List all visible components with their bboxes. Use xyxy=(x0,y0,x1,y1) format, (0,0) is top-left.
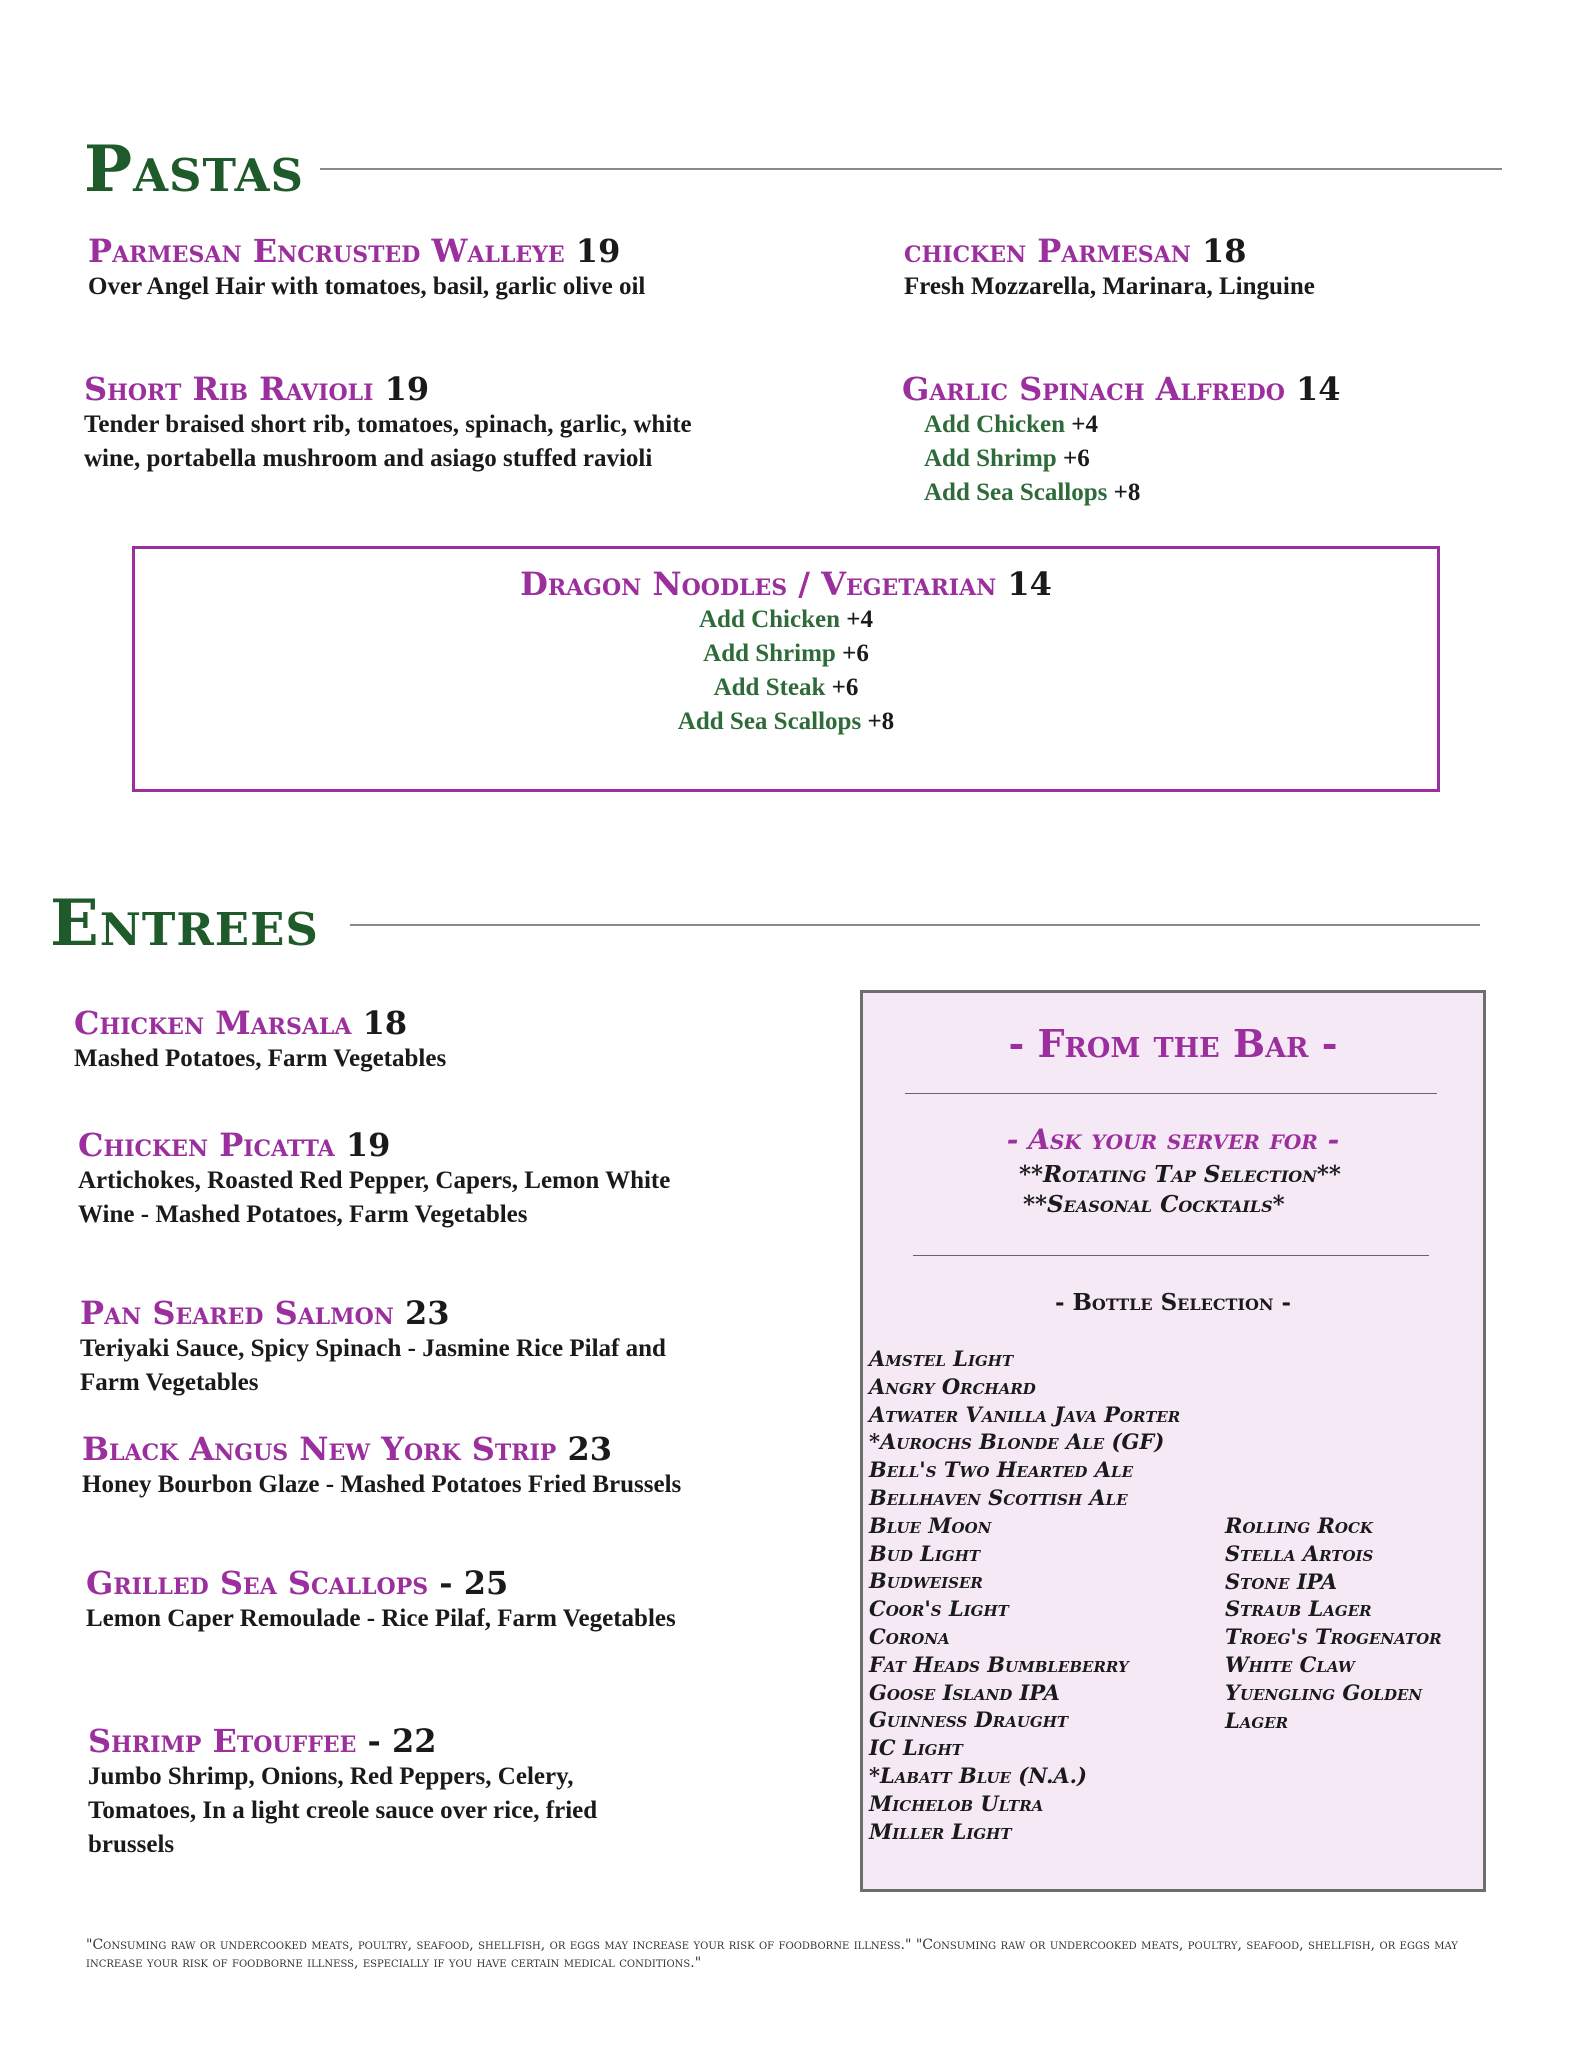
item-name: Chicken Marsala 18 xyxy=(74,1004,408,1042)
bottle-item: Yuengling Golden xyxy=(1225,1679,1423,1705)
bottle-item: Corona xyxy=(869,1623,950,1649)
addon-item: Add Chicken +4 xyxy=(698,606,873,633)
addon-list xyxy=(902,408,1502,510)
pastas-heading-rule xyxy=(320,168,1502,170)
item-description: Artichokes, Roasted Red Pepper, Capers, Lemon White Wine - Mashed Potatoes, Farm Vegetables xyxy=(78,1167,671,1228)
item-name: Shrimp Etouffee - 22 xyxy=(88,1722,437,1760)
addon-item: Add Chicken +4 xyxy=(924,411,1099,438)
bottle-item: *Aurochs Blonde Ale (GF) xyxy=(869,1429,1165,1455)
item-description: Over Angel Hair with tomatoes, basil, garlic olive oil xyxy=(88,273,646,300)
menu-item-ny-strip xyxy=(82,1430,802,1502)
entrees-heading-rule xyxy=(350,924,1480,926)
bottle-item: Guinness Draught xyxy=(869,1707,1069,1733)
bottle-list-col2 xyxy=(1225,1512,1442,1734)
bottle-item: Angry Orchard xyxy=(869,1373,1036,1399)
bottle-item: Michelob Ultra xyxy=(869,1790,1044,1816)
bottle-item: Stella Artois xyxy=(1225,1540,1374,1566)
bottle-item: Troeg's Trogenator xyxy=(1225,1624,1442,1650)
bottle-item: Miller Light xyxy=(869,1818,1012,1844)
bottle-item: Bell's Two Hearted Ale xyxy=(869,1457,1134,1483)
addon-item: Add Shrimp +6 xyxy=(924,445,1090,472)
item-description: Fresh Mozzarella, Marinara, Linguine xyxy=(904,273,1315,300)
item-name: Grilled Sea Scallops - 25 xyxy=(86,1564,509,1602)
item-price: 14 xyxy=(1296,370,1341,408)
rotating-tap-note: **Rotating Tap Selection** xyxy=(1019,1161,1341,1188)
item-price: 23 xyxy=(405,1294,450,1332)
bottle-item: Atwater Vanilla Java Porter xyxy=(869,1401,1181,1427)
addon-item: Add Shrimp +6 xyxy=(703,640,869,667)
bottle-item: White Claw xyxy=(1225,1651,1355,1677)
menu-item-walleye xyxy=(88,232,788,304)
bottle-item: Fat Heads Bumbleberry xyxy=(869,1651,1129,1677)
item-price: 18 xyxy=(1201,232,1247,270)
bottle-item: Lager xyxy=(1225,1707,1289,1733)
bottle-selection-heading: - Bottle Selection - xyxy=(1054,1289,1292,1316)
addon-item: Add Steak +6 xyxy=(713,674,859,701)
item-name: Chicken Picatta 19 xyxy=(78,1126,391,1164)
bottle-item: Stone IPA xyxy=(1225,1568,1338,1594)
item-price: 19 xyxy=(345,1126,391,1164)
foodborne-illness-disclaimer: "Consuming raw or undercooked meats, poultry, seafood, shellfish, or eggs may increase your risk of foodborne illness." "Consuming raw or undercooked meats, poultry, seafood, shellfish, or eggs may increase your risk of foodborne illness, especially if you have certain medical conditions." xyxy=(86,1937,1458,1971)
item-price: 19 xyxy=(384,370,430,408)
seasonal-cocktails-note: **Seasonal Cocktails* xyxy=(1023,1191,1285,1218)
menu-item-shrimp-etouffee xyxy=(88,1722,668,1862)
item-name: Dragon Noodles / Vegetarian 14 xyxy=(520,565,1052,603)
item-description: Lemon Caper Remoulade - Rice Pilaf, Farm Vegetables xyxy=(86,1605,676,1632)
bottle-item: Budweiser xyxy=(869,1568,983,1594)
addon-item: Add Sea Scallops +8 xyxy=(677,708,895,735)
bottle-item: IC Light xyxy=(869,1735,963,1761)
item-name: chicken Parmesan 18 xyxy=(904,232,1247,270)
item-name: Parmesan Encrusted Walleye 19 xyxy=(88,232,621,270)
bottle-item: Rolling Rock xyxy=(1225,1513,1373,1538)
bar-divider-mid xyxy=(913,1255,1429,1256)
item-description: Jumbo Shrimp, Onions, Red Peppers, Celery, Tomatoes, In a light creole sauce over rice, fried brussels xyxy=(88,1763,598,1858)
bottle-item: Bud Light xyxy=(869,1540,981,1566)
featured-dragon-noodles-box xyxy=(132,546,1440,792)
pastas-heading: Pastas xyxy=(84,132,304,207)
menu-item-chicken-parmesan xyxy=(904,232,1504,304)
menu-item-garlic-spinach-alfredo xyxy=(902,370,1502,510)
bottle-item: *Labatt Blue (N.A.) xyxy=(869,1762,1087,1788)
bottle-item: Goose Island IPA xyxy=(869,1679,1060,1705)
item-name: Black Angus New York Strip 23 xyxy=(82,1430,612,1468)
menu-item-short-rib-ravioli xyxy=(84,370,704,476)
bottle-item: Coor's Light xyxy=(869,1596,1009,1622)
item-price: - 25 xyxy=(439,1564,509,1602)
item-description: Honey Bourbon Glaze - Mashed Potatoes Fried Brussels xyxy=(82,1471,682,1498)
from-the-bar-panel xyxy=(860,990,1486,1892)
bar-divider-top xyxy=(905,1093,1437,1094)
item-price: 18 xyxy=(362,1004,408,1042)
item-price: - 22 xyxy=(367,1722,437,1760)
item-price: 14 xyxy=(1007,565,1052,603)
menu-item-chicken-picatta xyxy=(78,1126,678,1232)
item-price: 23 xyxy=(567,1430,612,1468)
item-description: Mashed Potatoes, Farm Vegetables xyxy=(74,1045,447,1072)
item-name: Short Rib Ravioli 19 xyxy=(84,370,430,408)
bottle-item: Blue Moon xyxy=(869,1512,992,1538)
item-price: 19 xyxy=(575,232,621,270)
menu-item-chicken-marsala xyxy=(74,1004,774,1076)
menu-item-grilled-sea-scallops xyxy=(86,1564,806,1636)
entrees-heading: Entrees xyxy=(50,886,319,961)
bottle-item: Straub Lager xyxy=(1225,1596,1372,1622)
menu-item-pan-seared-salmon xyxy=(80,1294,720,1400)
item-description: Tender braised short rib, tomatoes, spinach, garlic, white wine, portabella mushroom and asiago stuffed ravioli xyxy=(84,411,692,472)
item-name: Garlic Spinach Alfredo 14 xyxy=(902,370,1341,408)
addon-item: Add Sea Scallops +8 xyxy=(924,479,1141,506)
bottle-list-col1 xyxy=(869,1345,1180,1845)
item-description: Teriyaki Sauce, Spicy Spinach - Jasmine Rice Pilaf and Farm Vegetables xyxy=(80,1335,666,1396)
featured-item xyxy=(135,565,1437,739)
item-name: Pan Seared Salmon 23 xyxy=(80,1294,450,1332)
bottle-item: Bellhaven Scottish Ale xyxy=(869,1484,1128,1510)
ask-your-server: - Ask your server for - xyxy=(1006,1123,1340,1156)
bottle-item: Amstel Light xyxy=(869,1346,1014,1371)
bar-title: - From the Bar - xyxy=(1008,1021,1338,1066)
